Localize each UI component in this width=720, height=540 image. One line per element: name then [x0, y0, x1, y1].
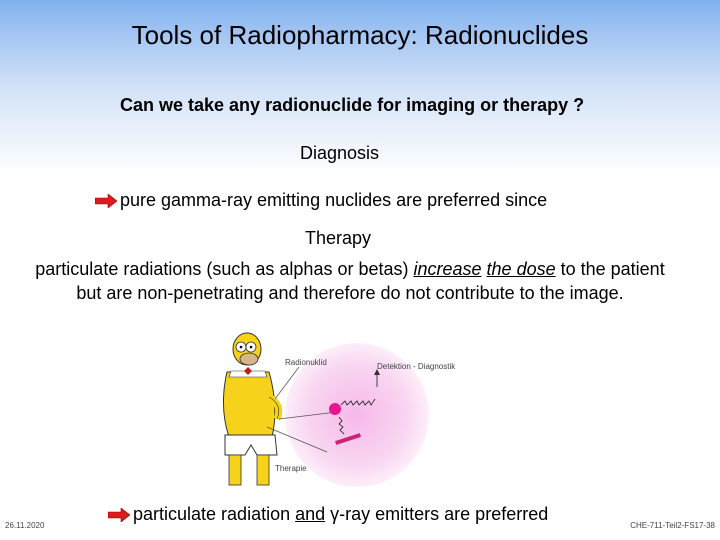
increase-text: increase — [413, 259, 482, 279]
figure-illustration — [217, 327, 462, 497]
therapy-text-1: particulate radiations (such as alphas or betas) — [35, 259, 414, 279]
label-detection: Detektion - Diagnostik — [377, 362, 456, 371]
therapy-text-2: to the patient but are non-penetrating and therefore do not contribute to the image. — [76, 259, 665, 303]
conclusion-text — [133, 504, 548, 525]
conclusion-text-2: γ-ray emitters are preferred — [325, 504, 549, 524]
label-therapy: Therapie — [275, 464, 307, 473]
label-radionuclide: Radionuklid — [285, 358, 327, 367]
the-dose-text: the dose — [486, 259, 556, 279]
footer-date: 26.11.2020 — [5, 521, 45, 530]
therapy-heading: Therapy — [305, 228, 372, 248]
right-arrow-icon — [108, 508, 130, 522]
slide-title: Tools of Radiopharmacy: Radionuclides — [131, 20, 589, 50]
radionuclide-figure — [217, 327, 462, 497]
footer-reference: CHE-711-Teil2-FS17-38 — [630, 521, 715, 530]
and-text: and — [295, 504, 326, 524]
right-arrow-icon — [95, 194, 117, 208]
diagnosis-text: pure gamma-ray emitting nuclides are preferred since — [120, 190, 548, 210]
conclusion-line — [108, 504, 548, 525]
question-text: Can we take any radionuclide for imaging or therapy ? — [120, 95, 585, 115]
cartoon-character-illustration — [223, 333, 278, 485]
therapy-paragraph — [30, 257, 670, 305]
diagnosis-line — [95, 190, 547, 211]
conclusion-text-1: particulate radiation — [133, 504, 296, 524]
radionuclide-dot — [329, 403, 341, 415]
diagnosis-heading: Diagnosis — [300, 143, 380, 163]
